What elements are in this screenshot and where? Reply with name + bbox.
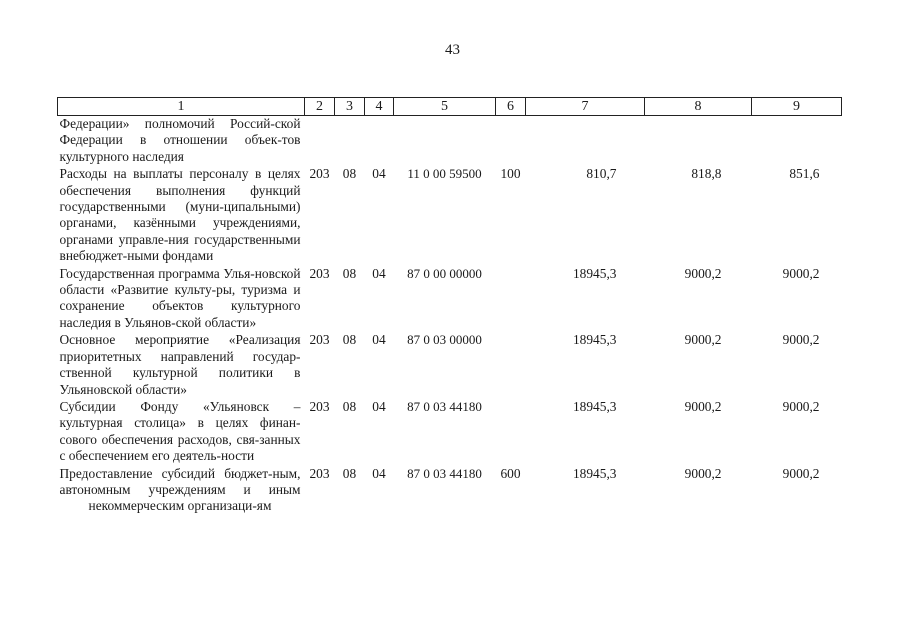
row-name: Основное мероприятие «Реализация приоритетных направлений государ-ственной культурной политики в Ульяновской области» (59, 332, 301, 397)
row-amount-year-2: 9000,2 (684, 265, 722, 281)
header-col-4: 4 (365, 98, 394, 116)
row-subsection: 04 (372, 166, 386, 182)
row-amount-year-1 (526, 116, 645, 167)
header-col-6: 6 (496, 98, 526, 116)
row-amount-year-3 (752, 116, 842, 167)
row-amount-year-3: 9000,2 (782, 398, 820, 414)
header-col-9: 9 (752, 98, 842, 116)
row-expense-type (496, 399, 526, 466)
row-admin-code: 203 (309, 398, 330, 414)
row-section: 08 (342, 465, 357, 481)
row-amount-year-3: 9000,2 (782, 265, 820, 281)
row-subsection: 04 (372, 398, 386, 414)
row-admin-code: 203 (309, 332, 330, 348)
row-target-code: 87 0 03 44180 (407, 465, 482, 481)
header-col-7: 7 (526, 98, 645, 116)
row-target-code: 87 0 00 00000 (407, 265, 482, 281)
row-expense-type: 100 (500, 166, 521, 182)
table-row (58, 332, 842, 399)
table-row (58, 399, 842, 466)
row-amount-year-1: 18945,3 (572, 465, 617, 481)
header-col-8: 8 (645, 98, 752, 116)
header-col-1: 1 (58, 98, 305, 116)
table-row (58, 116, 842, 167)
row-section: 08 (342, 398, 357, 414)
row-expense-type (496, 266, 526, 333)
table-row (58, 266, 842, 333)
row-section: 08 (342, 166, 357, 182)
row-section (335, 116, 365, 167)
table-header-row (58, 98, 842, 116)
row-name: Федерации» полномочий Россий-ской Федерации в отношении объек-тов культурного наследия (59, 116, 301, 164)
row-amount-year-3: 9000,2 (782, 465, 820, 481)
row-amount-year-1: 18945,3 (572, 265, 617, 281)
row-name: Субсидии Фонду «Ульяновск – культурная столица» в целях финан-сового обеспечения расходов, свя-занных с обеспечением его деятель-ности (59, 398, 301, 464)
row-section: 08 (342, 332, 357, 348)
row-admin-code: 203 (309, 465, 330, 481)
row-target-code (394, 116, 496, 167)
row-subsection: 04 (372, 465, 386, 481)
header-col-2: 2 (305, 98, 335, 116)
row-section: 08 (342, 265, 357, 281)
row-amount-year-2 (645, 116, 752, 167)
row-expense-type (496, 116, 526, 167)
row-amount-year-1: 810,7 (586, 166, 617, 182)
row-name: Расходы на выплаты персоналу в целях обеспечения выполнения функций государственными (муни-ципальными) органами, казёнными учреждениями, органами управле-ния государственными внебюджет-ными фондами (59, 166, 301, 264)
row-amount-year-2: 9000,2 (684, 398, 722, 414)
table-row (58, 466, 842, 516)
row-amount-year-3: 851,6 (789, 166, 820, 182)
row-admin-code (305, 116, 335, 167)
row-subsection (365, 116, 394, 167)
budget-table (57, 97, 842, 516)
row-target-code: 87 0 03 00000 (407, 332, 482, 348)
row-admin-code: 203 (309, 166, 330, 182)
row-name: Государственная программа Улья-новской области «Развитие культу-ры, туризма и сохранение объектов культурного наследия в Ульянов-ской области» (59, 265, 301, 330)
row-subsection: 04 (372, 332, 386, 348)
header-col-3: 3 (335, 98, 365, 116)
row-target-code: 87 0 03 44180 (407, 398, 482, 414)
row-name: Предоставление субсидий бюджет-ным, автономным учреждениям и иным некоммерческим организаци-ям (59, 465, 301, 514)
row-amount-year-2: 9000,2 (684, 332, 722, 348)
row-amount-year-1: 18945,3 (572, 332, 617, 348)
row-expense-type: 600 (500, 465, 521, 481)
table-row (58, 166, 842, 265)
row-amount-year-3: 9000,2 (782, 332, 820, 348)
row-amount-year-2: 9000,2 (684, 465, 722, 481)
row-amount-year-1: 18945,3 (572, 398, 617, 414)
row-subsection: 04 (372, 265, 386, 281)
header-col-5: 5 (394, 98, 496, 116)
page-number: 43 (445, 42, 460, 58)
row-target-code: 11 0 00 59500 (407, 166, 482, 182)
row-amount-year-2: 818,8 (691, 166, 722, 182)
row-expense-type (496, 332, 526, 399)
row-admin-code: 203 (309, 265, 330, 281)
